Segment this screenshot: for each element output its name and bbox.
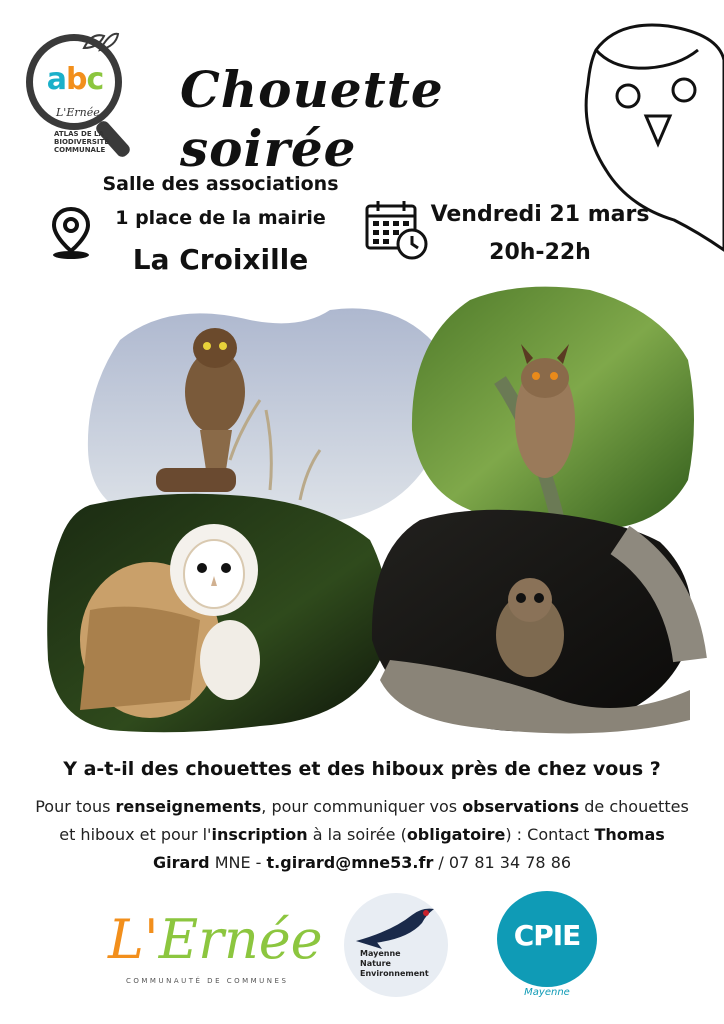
ernee-logo [108,905,323,995]
contact-email[interactable]: t.girard@mne53.fr [266,853,434,872]
event-address [88,170,353,282]
event-time: 20h-22h [489,240,591,265]
abc-letter-b: b [65,62,87,97]
barn-owl-photo [47,494,388,733]
tawny-owl-photo [372,510,692,734]
address-line-2: 1 place de la mairie [115,207,326,229]
event-date [430,196,650,272]
abc-letter-c: c [86,62,104,97]
info-bold: observations [462,797,580,816]
info-text: MNE - [209,853,267,872]
contact-name: Thomas Girard [152,825,665,872]
cpie-subtitle: Mayenne [524,987,570,998]
abc-atlas-logo [26,28,136,158]
info-bold: obligatoire [406,825,506,844]
info-text: à la soirée ( [307,825,407,844]
abc-letters [32,62,118,97]
info-text: de chouettes et hiboux et pour l' [59,797,689,844]
address-line-1: Salle des associations [102,173,339,195]
mne-name [360,949,429,979]
info-bold: inscription [211,825,308,844]
ernee-letter-l: L' [108,908,159,971]
mne-line: Nature [360,959,391,968]
mne-line: Environnement [360,969,429,978]
little-owl-photo [88,308,453,520]
mne-line: Mayenne [360,949,401,958]
calendar-clock-icon [364,198,430,262]
info-bold: renseignements [115,797,262,816]
ernee-subtitle: COMMUNAUTÉ DE COMMUNES [126,977,289,985]
cpie-wordmark: CPIE [513,919,581,952]
info-text: ) : Contact [505,825,595,844]
info-text: Pour tous [35,797,116,816]
ernee-word: Ernée [158,908,323,971]
atlas-line: BIODIVERSITÉ [54,138,110,146]
atlas-line: COMMUNALE [54,146,106,154]
cpie-logo [495,885,607,1005]
contact-phone: / 07 81 34 78 86 [433,853,572,872]
mne-logo [344,893,448,997]
event-day: Vendredi 21 mars [430,202,650,227]
info-paragraph [30,793,694,877]
address-town: La Croixille [132,243,309,276]
atlas-lines [54,130,109,154]
ernee-wordmark [108,905,323,975]
abc-letter-a: a [46,62,66,97]
swallow-icon [352,901,442,951]
headline-question: Y a-t-il des chouettes et des hiboux près de chez vous ? [63,758,661,780]
long-eared-owl-photo [412,287,694,533]
info-text: , pour communiquer vos [261,797,463,816]
atlas-line: ATLAS DE LA [54,130,104,138]
abc-subtitle: L'Ernée [56,106,100,119]
leaf-bird-icon [40,28,120,54]
page-title: Chouette soirée [180,60,444,178]
owl-photo-collage [0,280,724,750]
